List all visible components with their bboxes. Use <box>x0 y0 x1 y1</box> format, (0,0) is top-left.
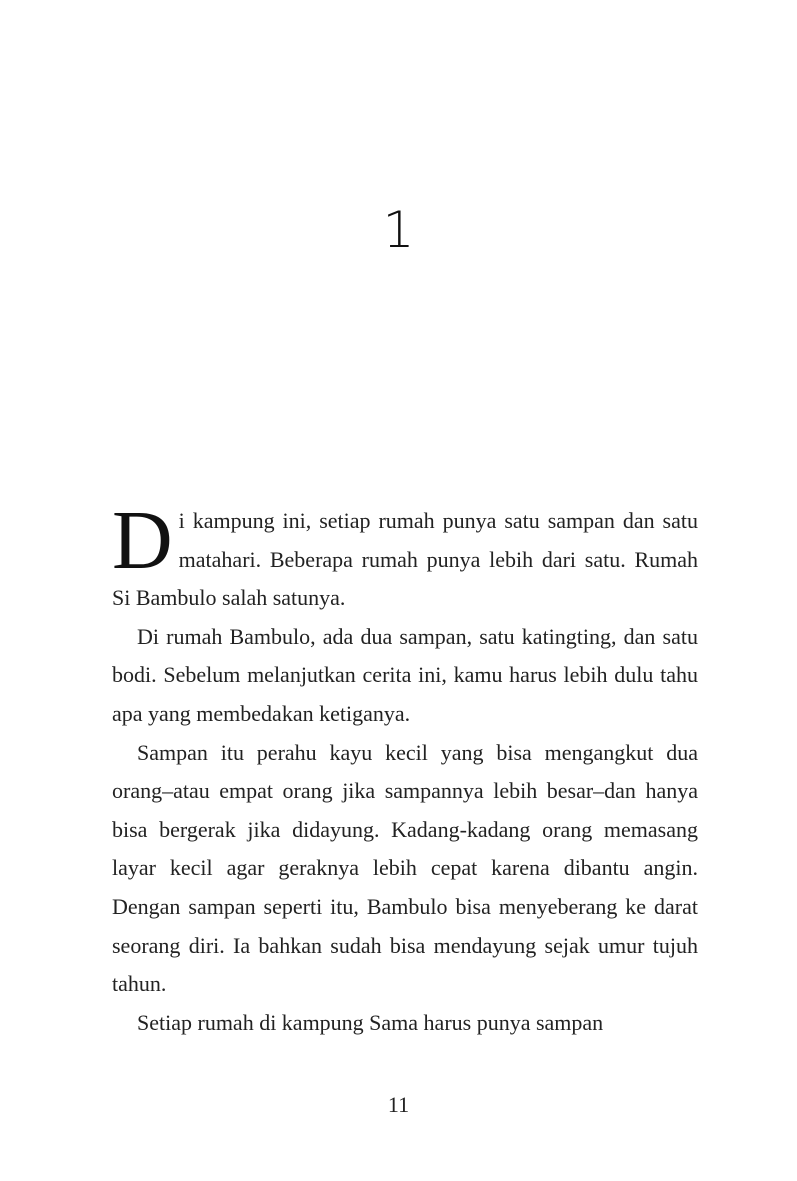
paragraph-1-text: i kampung ini, setiap rumah punya satu sampan dan satu matahari. Beberapa rumah punya lebih dari satu. Rumah Si Bambulo salah satunya. <box>112 508 698 611</box>
paragraph-2: Di rumah Bambulo, ada dua sampan, satu katingting, dan satu bodi. Sebelum melanjutkan cerita ini, kamu harus lebih dulu tahu apa yang membedakan ketiganya. <box>112 623 698 726</box>
paragraph-4: Setiap rumah di kampung Sama harus punya sampan <box>137 1009 604 1035</box>
drop-cap: D <box>112 494 173 587</box>
story-body <box>112 494 698 1042</box>
page-number: 11 <box>387 1092 410 1117</box>
paragraph-1 <box>112 494 698 618</box>
paragraph-3: Sampan itu perahu kayu kecil yang bisa mengangkut dua orang–atau empat orang jika sampannya lebih besar–dan hanya bisa bergerak jika didayung. Kadang-kadang orang memasang layar kecil agar geraknya lebih cepat karena dibantu angin. Dengan sampan seperti itu, Bambulo bisa menyeberang ke darat seorang diri. Ia bahkan sudah bisa mendayung sejak umur tujuh tahun. <box>112 739 698 997</box>
chapter-number: 1 <box>382 201 415 259</box>
